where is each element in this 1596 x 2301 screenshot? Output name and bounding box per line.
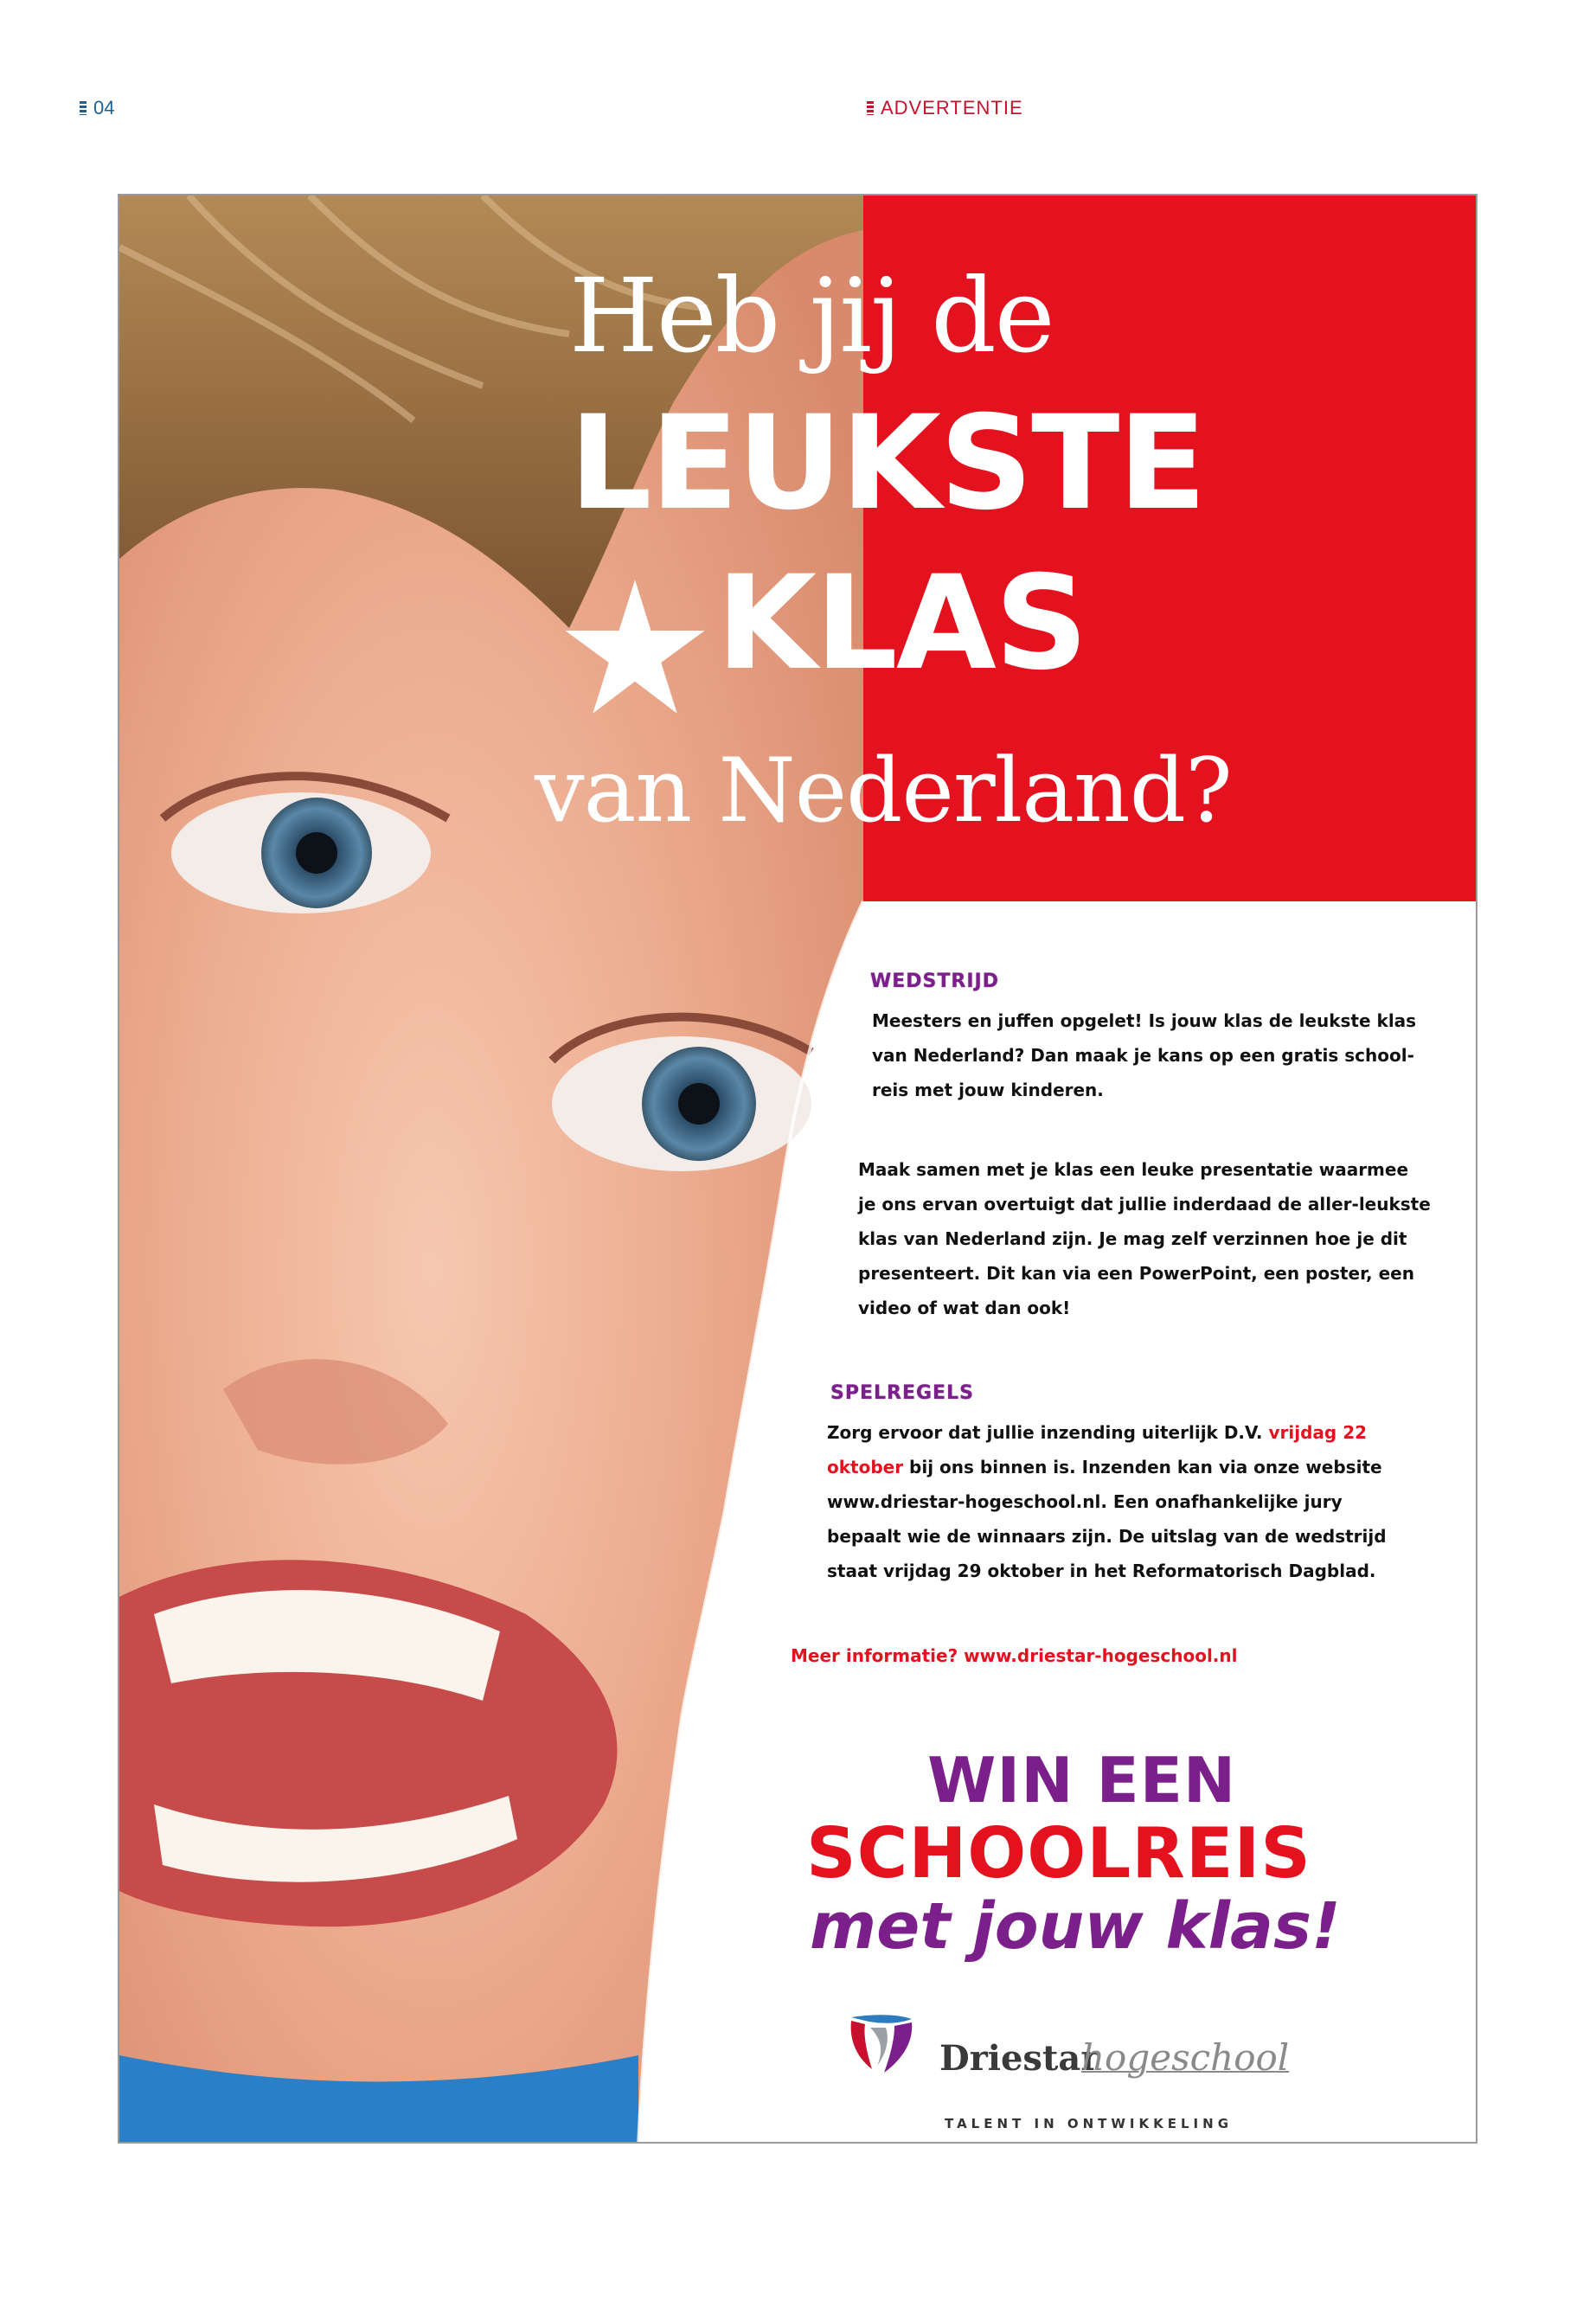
contest-line: je ons ervan overtuigt dat jullie inderdaad de aller-leukste bbox=[858, 1194, 1431, 1215]
headline-line-1: Heb jij de bbox=[569, 256, 1054, 375]
section-label bbox=[867, 97, 1023, 119]
page-number-text: 04 bbox=[93, 97, 115, 119]
logo-name: Driestar bbox=[939, 2038, 1099, 2079]
rules-line: bepaalt wie de winnaars zijn. De uitslag van de wedstrijd bbox=[827, 1526, 1387, 1547]
contest-line: van Nederland? Dan maak je kans op een gratis school- bbox=[872, 1045, 1414, 1066]
rules-paragraph bbox=[827, 1415, 1467, 1588]
contest-line: reis met jouw kinderen. bbox=[872, 1080, 1104, 1100]
more-info-link[interactable]: Meer informatie? www.driestar-hogeschool.nl bbox=[791, 1645, 1238, 1666]
contest-line: Maak samen met je klas een leuke presentatie waarmee bbox=[858, 1159, 1409, 1180]
deadline-highlight: vrijdag 22 bbox=[1268, 1422, 1368, 1443]
win-line-3: met jouw klas! bbox=[810, 1889, 1341, 1964]
rules-line: www.driestar-hogeschool.nl. Een onafhankelijke jury bbox=[827, 1491, 1343, 1512]
logo-tagline: TALENT IN ONTWIKKELING bbox=[945, 2116, 1234, 2131]
section-label-text: ADVERTENTIE bbox=[881, 97, 1023, 119]
headline-line-2: LEUKSTE bbox=[569, 388, 1205, 539]
page-header bbox=[0, 97, 1596, 123]
win-line-1: WIN EEN bbox=[927, 1744, 1237, 1817]
contest-line: presenteert. Dit kan via een PowerPoint, een poster, een bbox=[858, 1263, 1414, 1284]
headline-line-3: KLAS bbox=[716, 548, 1086, 699]
rules-line: staat vrijdag 29 oktober in het Reformatorisch Dagblad. bbox=[827, 1561, 1376, 1581]
logo-sub: hogeschool bbox=[1081, 2036, 1290, 2079]
driestar-logo-icon bbox=[846, 2012, 915, 2076]
contest-line: klas van Nederland zijn. Je mag zelf verzinnen hoe je dit bbox=[858, 1228, 1407, 1249]
contest-line: video of wat dan ook! bbox=[858, 1298, 1071, 1318]
headline-line-4: van Nederland? bbox=[535, 740, 1232, 843]
header-bars-icon bbox=[80, 101, 87, 115]
page-number bbox=[80, 97, 114, 119]
contest-paragraph-2 bbox=[858, 1152, 1477, 1325]
contest-paragraph-1 bbox=[872, 1003, 1477, 1107]
contest-title: WEDSTRIJD bbox=[870, 971, 999, 992]
deadline-highlight: oktober bbox=[827, 1457, 904, 1477]
header-bars-icon bbox=[867, 101, 874, 115]
win-line-2: SCHOOLREIS bbox=[806, 1813, 1311, 1894]
star-icon bbox=[562, 580, 708, 718]
advertisement bbox=[118, 194, 1477, 2144]
rules-line: oktober bij ons binnen is. Inzenden kan via onze website bbox=[827, 1457, 1382, 1477]
rules-title: SPELREGELS bbox=[830, 1382, 974, 1404]
contest-line: Meesters en juffen opgelet! Is jouw klas de leukste klas bbox=[872, 1010, 1417, 1031]
rules-line: Zorg ervoor dat jullie inzending uiterlijk D.V. vrijdag 22 bbox=[827, 1422, 1368, 1443]
